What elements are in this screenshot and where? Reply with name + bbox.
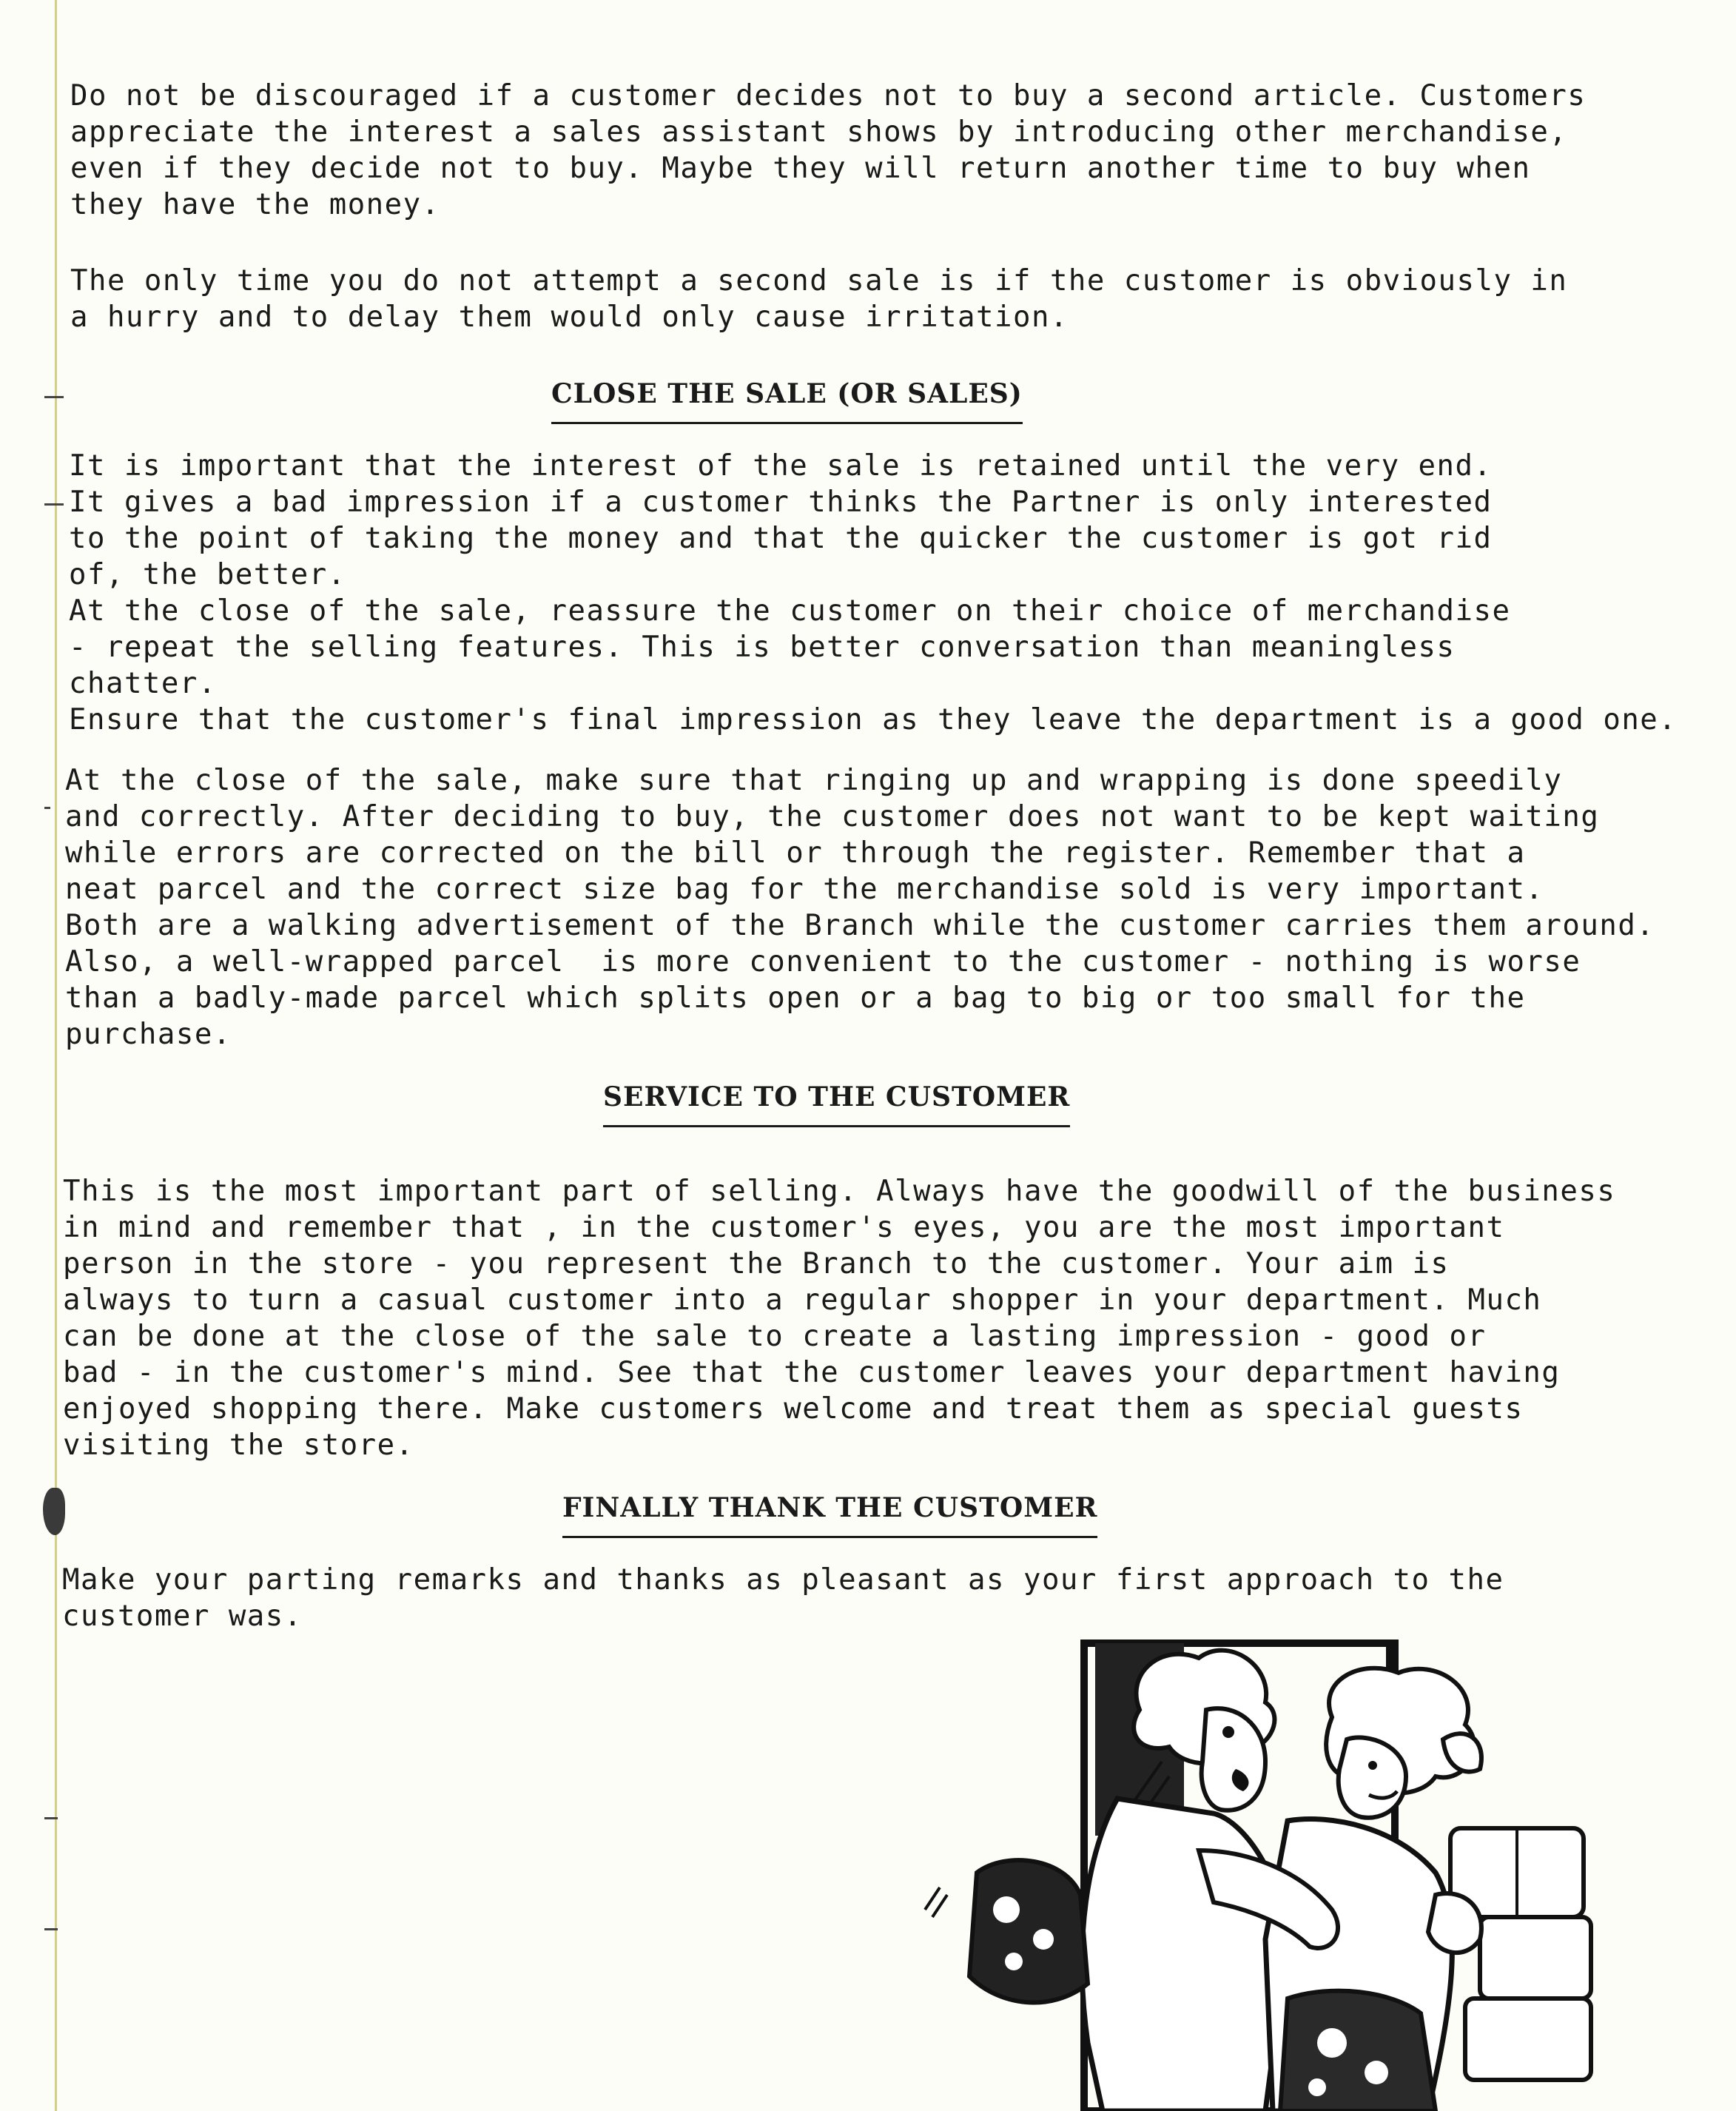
margin-tick-mark [44,396,64,398]
paragraph-parting-remarks: Make your parting remarks and thanks as pleasant as your first approach to the customer was. [62,1563,1504,1633]
margin-rule [55,0,57,2111]
paragraph-service: This is the most important part of selling. Always have the goodwill of the business in mind and remember that , in the customer's eyes, you are the most important person in the store - you represent the Branch to the customer. Your aim is always to turn a casual customer into a regular shopper in your department. Much can be done at the close of the sale to create a lasting impression - good or bad - in the customer's mind. See that the customer leaves your department having enjoyed shopping there. Make customers welcome and treat them as special guests visiting the store. [63,1175,1616,1462]
margin-tick-mark [44,807,50,809]
heading-close-the-sale: CLOSE THE SALE (OR SALES) [551,377,1023,424]
sales-illustration [918,1628,1702,2111]
margin-tick-mark [44,1928,58,1930]
heading-service-to-customer: SERVICE TO THE CUSTOMER [603,1081,1070,1127]
paragraph-hurry: The only time you do not attempt a second sale is if the customer is obviously in a hurry and to delay them would only cause irritation. [70,264,1568,334]
paragraph-wrapping: At the close of the sale, make sure that ringing up and wrapping is done speedily and correctly. After deciding to buy, the customer does not want to be kept waiting while errors are corrected on the bill or through the register. Remember that a neat parcel and the correct size bag for the merchandise sold is very important. Both are a walking advertisement of the Branch while the customer carries them around. Also, a well-wrapped parcel is more convenient to the customer - nothing is worse than a badly-made parcel which splits open or a bag to big or too small for the purchase. [65,764,1655,1051]
margin-tick-mark [44,1817,58,1819]
margin-tick-mark [44,503,64,506]
punch-hole [43,1488,65,1535]
paragraph-second-article: Do not be discouraged if a customer decides not to buy a second article. Customers appreciate the interest a sales assistant shows by introducing other merchandise, even if they decide not to buy. Maybe they will return another time to buy when they have the money. [70,79,1587,221]
paragraph-close-sale: It is important that the interest of the sale is retained until the very end. It gives a bad impression if a customer thinks the Partner is only interested to the point of taking the money and that the quicker the customer is got rid of, the better. At the close of the sale, reassure the customer on their choice of merchandise - repeat the selling features. This is better conversation than meaningless chatter. Ensure that the customer's final impression as they leave the department is a good one. [69,449,1678,736]
heading-thank-customer: FINALLY THANK THE CUSTOMER [562,1491,1097,1538]
